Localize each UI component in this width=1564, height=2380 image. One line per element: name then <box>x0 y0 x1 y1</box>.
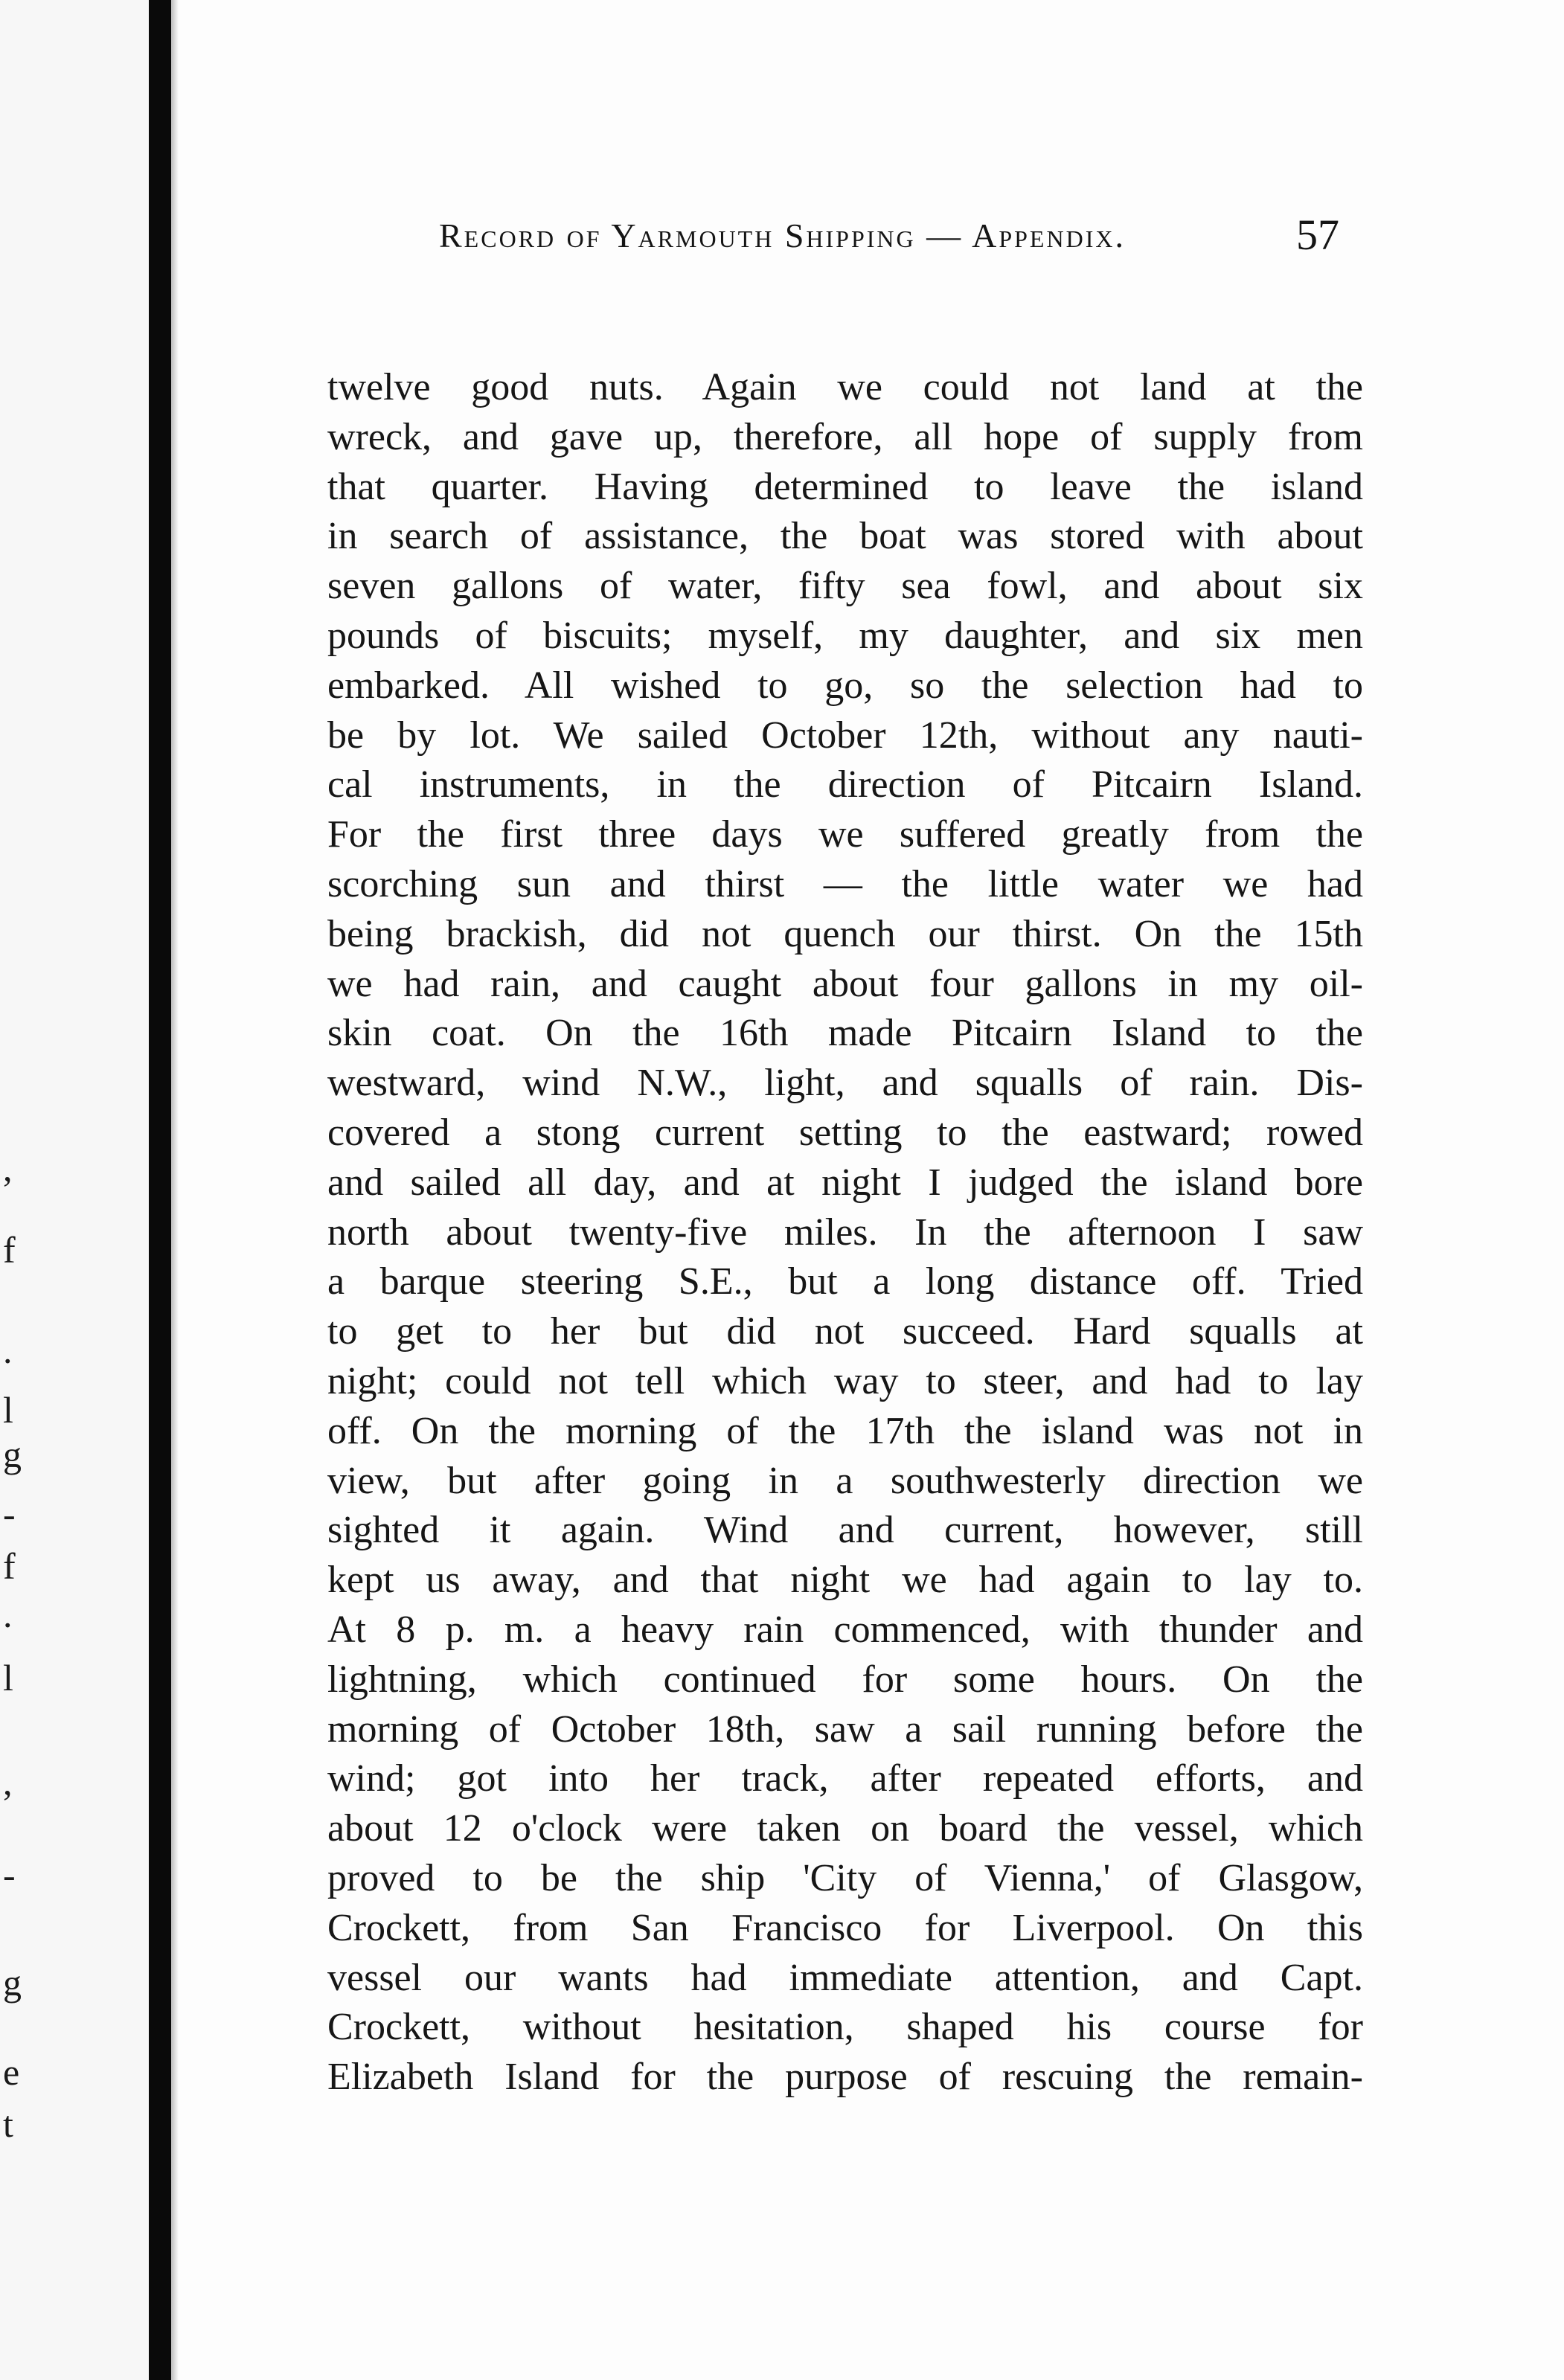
facing-page-fragment: . <box>3 1329 13 1371</box>
text-line: covered a stong current setting to the eastward; rowed <box>327 1111 1363 1154</box>
running-head <box>439 216 1369 255</box>
text-line: seven gallons of water, fifty sea fowl, and about six <box>327 565 1363 608</box>
text-line: to get to her but did not succeed. Hard squalls at <box>327 1310 1363 1353</box>
text-line: embarked. All wished to go, so the selection had to <box>327 664 1363 707</box>
text-line: kept us away, and that night we had again to lay to. <box>327 1559 1363 1602</box>
facing-page-fragment: - <box>3 1854 16 1896</box>
text-line: lightning, which continued for some hours. On the <box>327 1658 1363 1701</box>
facing-page-fragment: e <box>3 2051 20 2093</box>
body-text <box>327 363 1363 2102</box>
text-line: wind; got into her track, after repeated efforts, and <box>327 1757 1363 1800</box>
text-line: proved to be the ship 'City of Vienna,' of Glasgow, <box>327 1856 1363 1899</box>
text-line: being brackish, did not quench our thirst. On the 15th <box>327 912 1363 955</box>
text-line: north about twenty-five miles. In the afternoon I saw <box>327 1210 1363 1254</box>
book-gutter <box>149 0 171 2380</box>
facing-page-fragment: - <box>3 1493 16 1535</box>
facing-page-edge <box>0 0 149 2380</box>
facing-page-fragment: . <box>3 1594 13 1635</box>
text-line: in search of assistance, the boat was stored with about <box>327 515 1363 558</box>
running-head-title: Record of Yarmouth Shipping — Appendix. <box>439 216 1126 254</box>
gutter-shadow <box>171 0 179 2380</box>
facing-page-fragment: l <box>3 1389 13 1431</box>
text-line: vessel our wants had immediate attention, and Capt. <box>327 1956 1363 1999</box>
text-line: wreck, and gave up, therefore, all hope of supply from <box>327 415 1363 458</box>
facing-page-fragment: g <box>3 1962 22 2004</box>
text-line: that quarter. Having determined to leave the island <box>327 465 1363 508</box>
text-line: we had rain, and caught about four gallons in my oil- <box>327 962 1363 1005</box>
text-line: cal instruments, in the direction of Pitcairn Island. <box>327 763 1363 806</box>
text-line: about 12 o'clock were taken on board the vessel, which <box>327 1807 1363 1850</box>
text-line: morning of October 18th, saw a sail running before the <box>327 1707 1363 1751</box>
text-line: Crockett, from San Francisco for Liverpool. On this <box>327 1906 1363 1949</box>
text-line: a barque steering S.E., but a long distance off. Tried <box>327 1260 1363 1303</box>
facing-page-fragment: g <box>3 1434 22 1475</box>
text-line: off. On the morning of the 17th the island was not in <box>327 1409 1363 1452</box>
text-line: Crockett, without hesitation, shaped his course for <box>327 2006 1363 2049</box>
facing-page-fragment: , <box>3 1147 13 1189</box>
text-line: twelve good nuts. Again we could not land at the <box>327 366 1363 408</box>
text-line: At 8 p. m. a heavy rain commenced, with thunder and <box>327 1608 1363 1651</box>
facing-page-fragment: f <box>3 1545 16 1587</box>
text-line: scorching sun and thirst — the little water we had <box>327 862 1363 905</box>
text-line: night; could not tell which way to steer, and had to lay <box>327 1359 1363 1402</box>
text-line: pounds of biscuits; myself, my daughter, and six men <box>327 614 1363 657</box>
text-line: be by lot. We sailed October 12th, without any nauti- <box>327 713 1363 757</box>
facing-page-fragment: , <box>3 1761 13 1803</box>
text-line: sighted it again. Wind and current, however, still <box>327 1509 1363 1552</box>
text-line: skin coat. On the 16th made Pitcairn Island to the <box>327 1012 1363 1055</box>
text-line: view, but after going in a southwesterly direction we <box>327 1459 1363 1502</box>
facing-page-fragment: l <box>3 1657 13 1699</box>
page-number: 57 <box>1296 211 1339 259</box>
facing-page-fragment: t <box>3 2103 13 2145</box>
text-line: westward, wind N.W., light, and squalls of rain. Dis- <box>327 1062 1363 1105</box>
text-line: and sailed all day, and at night I judged the island bore <box>327 1161 1363 1204</box>
text-line: Elizabeth Island for the purpose of rescuing the remain- <box>327 2056 1363 2099</box>
text-line: For the first three days we suffered greatly from the <box>327 813 1363 856</box>
facing-page-fragment: f <box>3 1229 16 1271</box>
